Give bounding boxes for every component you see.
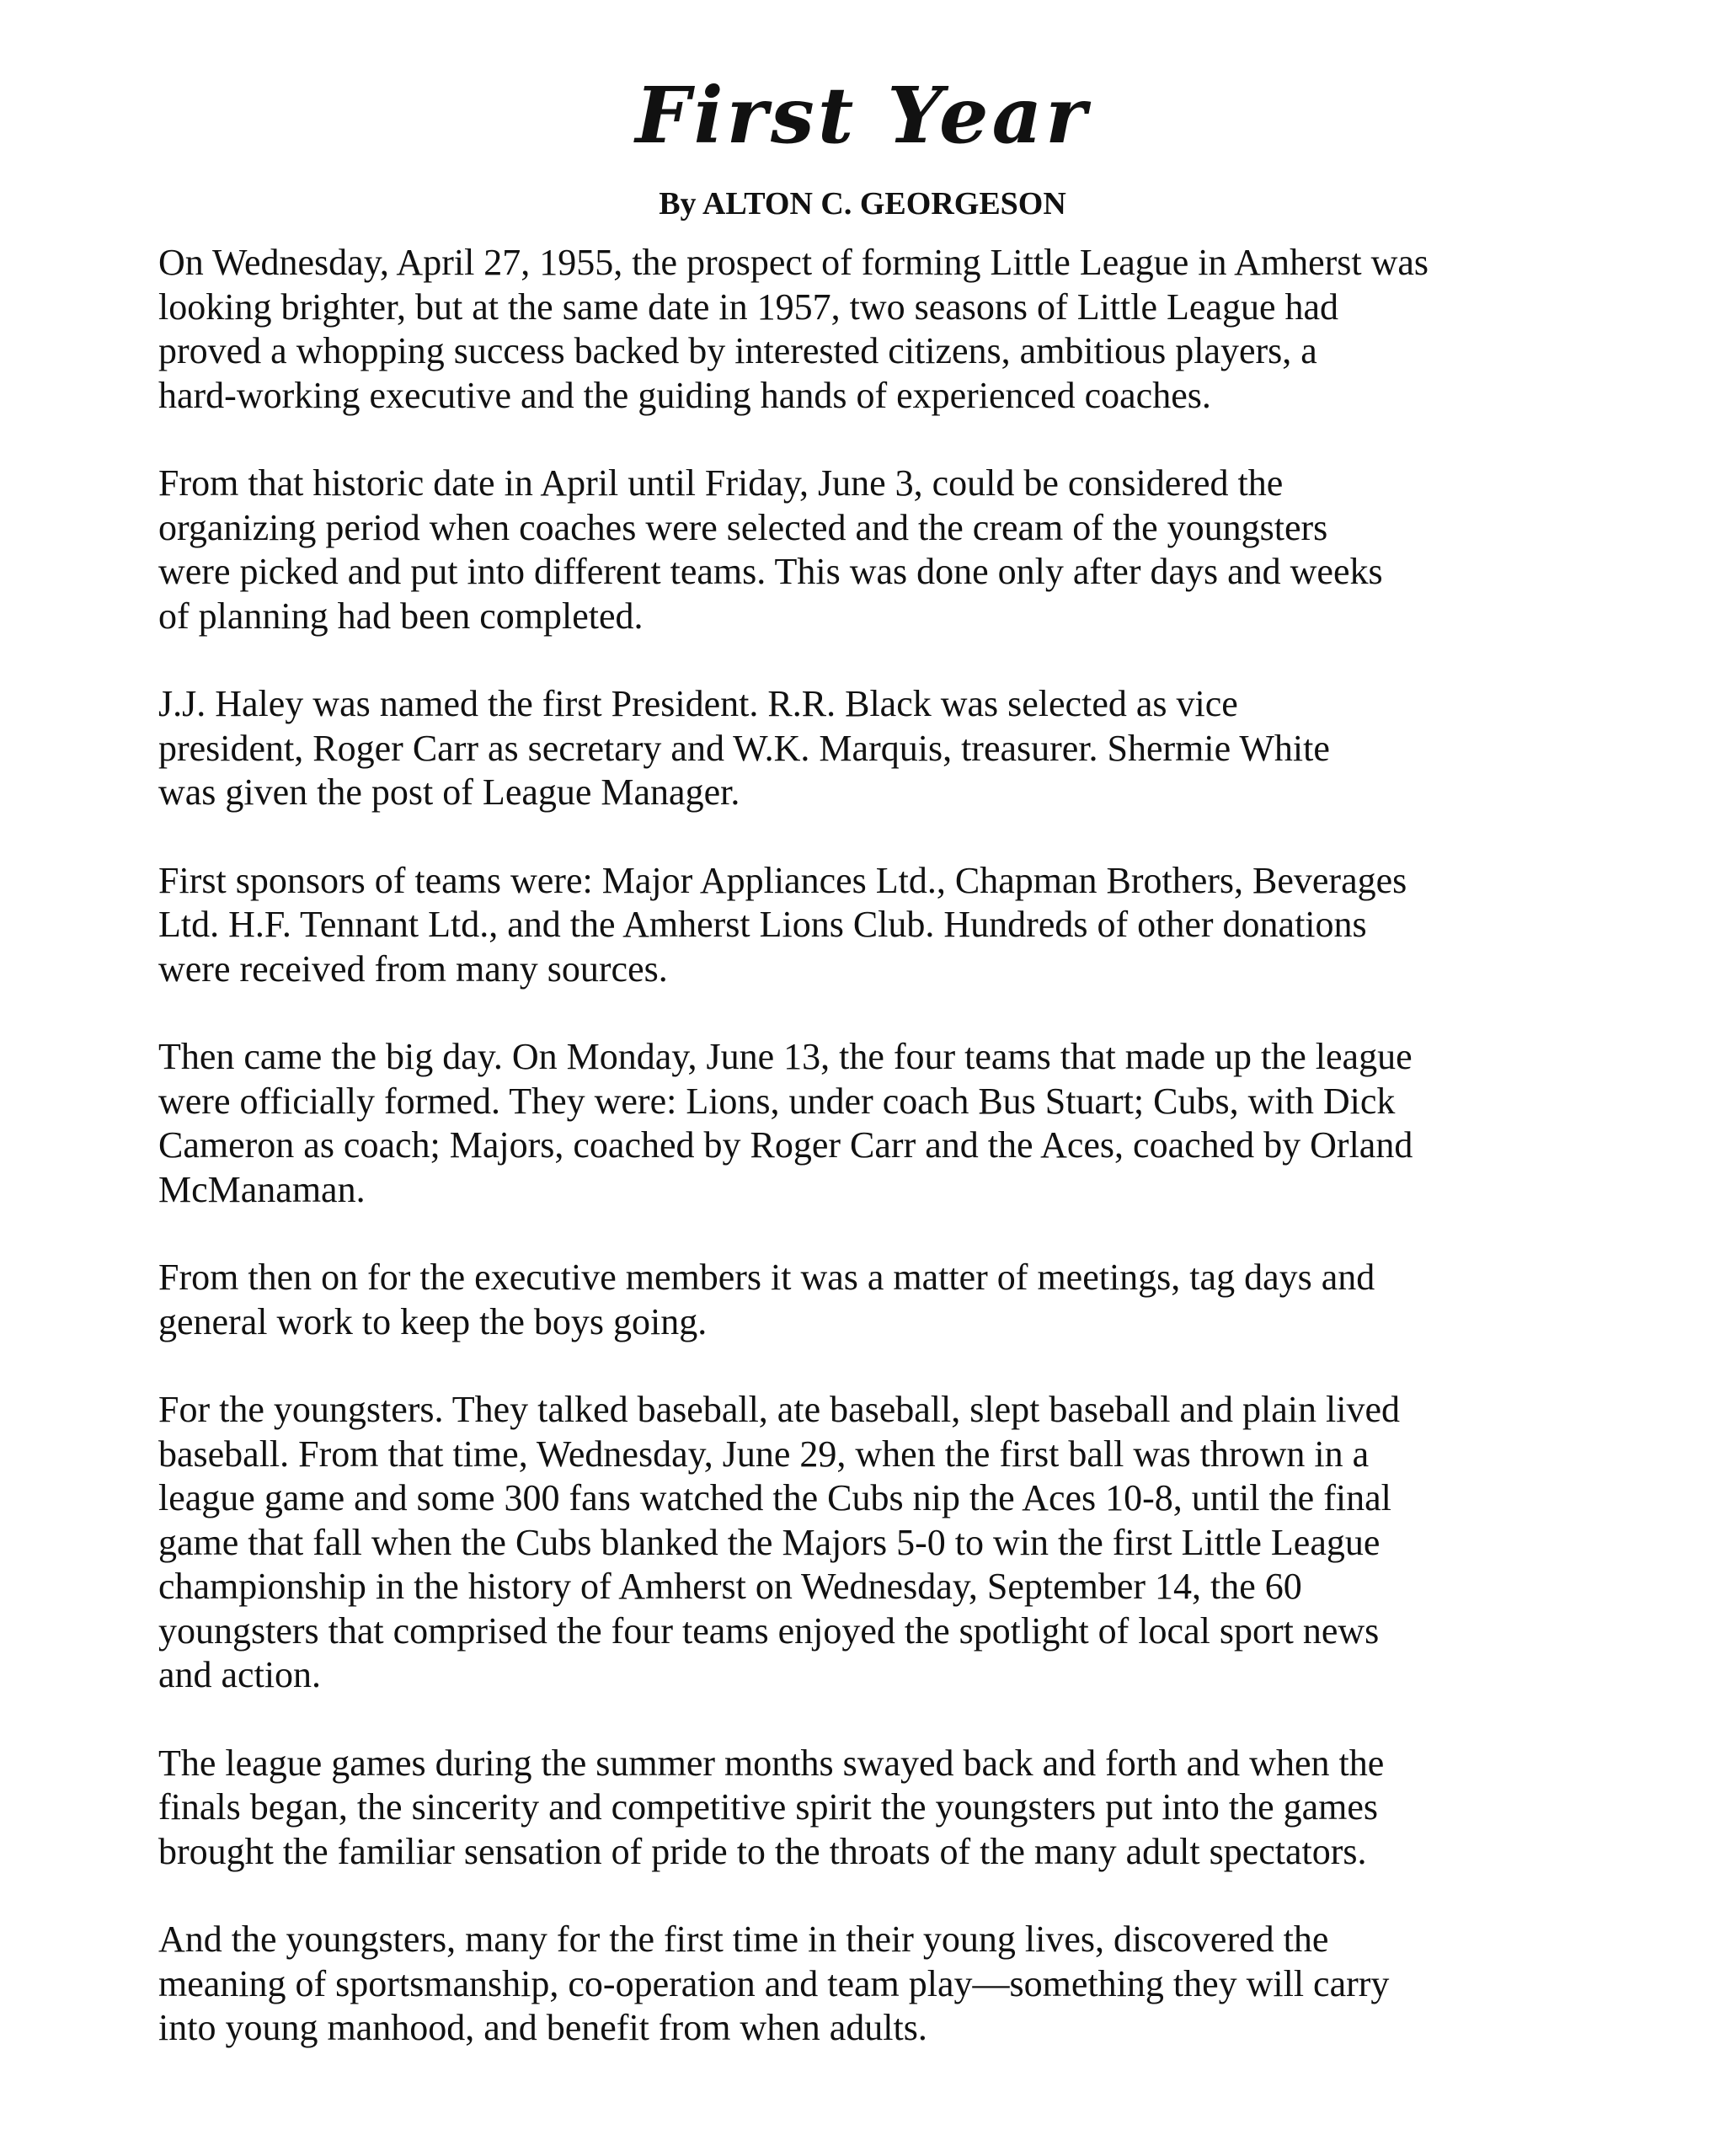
- paragraph: [158, 1918, 1590, 2051]
- article-byline: By ALTON C. GEORGESON: [659, 186, 1066, 221]
- paragraph-line: hard-working executive and the guiding hands of experienced coaches.: [158, 374, 1211, 416]
- paragraph-line: general work to keep the boys going.: [158, 1300, 708, 1342]
- paragraph-line: And the youngsters, many for the first time in their young lives, discovered the: [158, 1919, 1329, 1960]
- paragraph: [158, 462, 1590, 638]
- paragraph-line: proved a whopping success backed by interested citizens, ambitious players, a: [158, 330, 1317, 371]
- paragraph: [158, 1388, 1590, 1698]
- paragraph-line: of planning had been completed.: [158, 595, 644, 637]
- paragraph-line: and action.: [158, 1654, 322, 1695]
- paragraph: [158, 1742, 1590, 1875]
- article-body: [158, 241, 1590, 2095]
- paragraph-line: McManaman.: [158, 1168, 366, 1210]
- paragraph: [158, 241, 1590, 418]
- paragraph-line: Then came the big day. On Monday, June 13, the four teams that made up the league: [158, 1036, 1413, 1077]
- paragraph-line: Cameron as coach; Majors, coached by Roger Carr and the Aces, coached by Orland: [158, 1124, 1413, 1166]
- paragraph-line: organizing period when coaches were selected and the cream of the youngsters: [158, 506, 1328, 548]
- paragraph-line: For the youngsters. They talked baseball, ate baseball, slept baseball and plain lived: [158, 1389, 1400, 1430]
- paragraph-line: Ltd. H.F. Tennant Ltd., and the Amherst Lions Club. Hundreds of other donations: [158, 904, 1367, 945]
- paragraph-line: was given the post of League Manager.: [158, 771, 740, 813]
- paragraph: [158, 682, 1590, 815]
- paragraph-line: youngsters that comprised the four teams enjoyed the spotlight of local sport news: [158, 1609, 1380, 1652]
- paragraph-line: were officially formed. They were: Lions, under coach Bus Stuart; Cubs, with Dick: [158, 1080, 1396, 1122]
- paragraph: [158, 1035, 1590, 1212]
- paragraph-line: league game and some 300 fans watched the Cubs nip the Aces 10-8, until the final: [158, 1477, 1391, 1518]
- paragraph-line: president, Roger Carr as secretary and W.K. Marquis, treasurer. Shermie White: [158, 727, 1330, 769]
- paragraph-line: J.J. Haley was named the first President. R.R. Black was selected as vice: [158, 683, 1238, 724]
- paragraph: [158, 1256, 1590, 1344]
- paragraph-line: championship in the history of Amherst on Wednesday, September 14, the 60: [158, 1566, 1302, 1607]
- paragraph-line: baseball. From that time, Wednesday, June 29, when the first ball was thrown in a: [158, 1433, 1370, 1475]
- paragraph-line: From that historic date in April until Friday, June 3, could be considered the: [158, 462, 1284, 504]
- paragraph: [158, 859, 1590, 992]
- paragraph-line: The league games during the summer months swayed back and forth and when the: [158, 1742, 1385, 1784]
- paragraph-line: game that fall when the Cubs blanked the Majors 5-0 to win the first Little League: [158, 1521, 1381, 1563]
- paragraph-line: finals began, the sincerity and competitive spirit the youngsters put into the games: [158, 1786, 1379, 1828]
- paragraph-line: meaning of sportsmanship, co-operation and team play—something they will carry: [158, 1962, 1390, 2004]
- article-title: First Year: [635, 70, 1090, 161]
- paragraph-line: were picked and put into different teams. This was done only after days and weeks: [158, 551, 1383, 592]
- paragraph-line: First sponsors of teams were: Major Appliances Ltd., Chapman Brothers, Beverages: [158, 859, 1407, 901]
- paragraph-line: looking brighter, but at the same date in 1957, two seasons of Little League had: [158, 286, 1338, 328]
- paragraph-line: into young manhood, and benefit from when adults.: [158, 2007, 927, 2048]
- paragraph-line: were received from many sources.: [158, 947, 668, 990]
- paragraph-line: On Wednesday, April 27, 1955, the prospect of forming Little League in Amherst was: [158, 242, 1429, 283]
- paragraph-line: brought the familiar sensation of pride to the throats of the many adult spectators.: [158, 1830, 1367, 1872]
- paragraph-line: From then on for the executive members it was a matter of meetings, tag days and: [158, 1257, 1375, 1298]
